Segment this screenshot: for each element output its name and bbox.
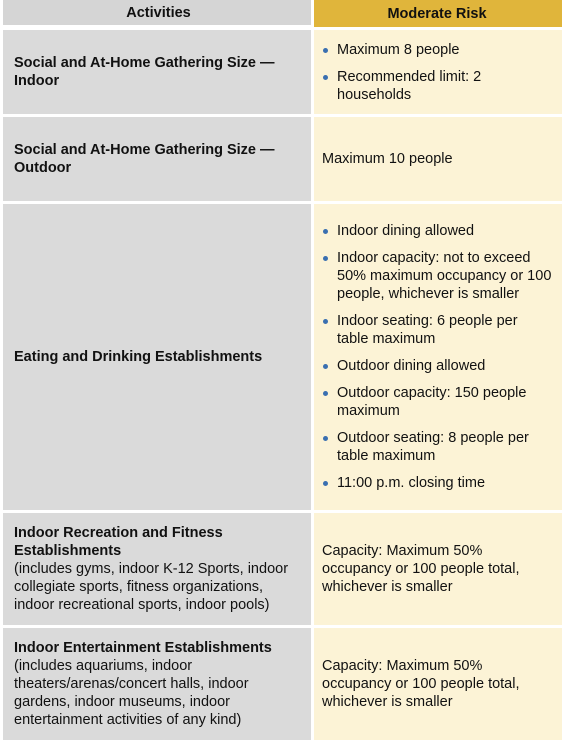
activity-cell (3, 30, 314, 114)
table-row (3, 117, 562, 201)
activity-title: Indoor Entertainment Establishments (14, 640, 272, 656)
activity-title: Indoor Recreation and Fitness Establishments (14, 525, 223, 559)
activities-column-header: Activities (3, 0, 314, 27)
activity-cell (3, 117, 314, 201)
risk-bullet-list (322, 41, 552, 104)
list-item: Recommended limit: 2 households (322, 68, 552, 104)
risk-cell (314, 30, 562, 114)
list-item: Outdoor capacity: 150 people maximum (322, 384, 552, 420)
activity-cell (3, 204, 314, 510)
risk-text: Maximum 10 people (322, 151, 453, 167)
risk-cell (314, 117, 562, 201)
risk-cell (314, 513, 562, 625)
list-item: Outdoor seating: 8 people per table maximum (322, 429, 552, 465)
risk-cell (314, 628, 562, 740)
risk-bullet-list (322, 222, 552, 492)
list-item: Outdoor dining allowed (322, 357, 552, 375)
activity-cell (3, 628, 314, 740)
risk-table (3, 0, 562, 743)
activity-title: Social and At-Home Gathering Size — Outdoor (14, 142, 275, 176)
risk-text: Capacity: Maximum 50% occupancy or 100 people total, whichever is smaller (322, 543, 520, 595)
table-row (3, 628, 562, 740)
activity-detail: (includes aquariums, indoor theaters/arenas/concert halls, indoor gardens, indoor museums, indoor entertainment activities of any kind) (14, 658, 249, 728)
risk-cell (314, 204, 562, 510)
table-row (3, 30, 562, 114)
list-item: Indoor seating: 6 people per table maximum (322, 312, 552, 348)
moderate-risk-column-header: Moderate Risk (314, 0, 562, 27)
list-item: 11:00 p.m. closing time (322, 474, 552, 492)
activity-detail: (includes gyms, indoor K-12 Sports, indoor collegiate sports, fitness organizations, indoor recreational sports, indoor pools) (14, 561, 289, 613)
activity-cell (3, 513, 314, 625)
list-item: Indoor dining allowed (322, 222, 552, 240)
table-row (3, 204, 562, 510)
activity-title: Eating and Drinking Establishments (14, 349, 263, 365)
table-header-row (3, 0, 562, 27)
risk-text: Capacity: Maximum 50% occupancy or 100 people total, whichever is smaller (322, 658, 520, 710)
list-item: Indoor capacity: not to exceed 50% maximum occupancy or 100 people, whichever is smaller (322, 249, 552, 303)
activity-title: Social and At-Home Gathering Size — Indoor (14, 55, 275, 89)
table-row (3, 513, 562, 625)
list-item: Maximum 8 people (322, 41, 552, 59)
